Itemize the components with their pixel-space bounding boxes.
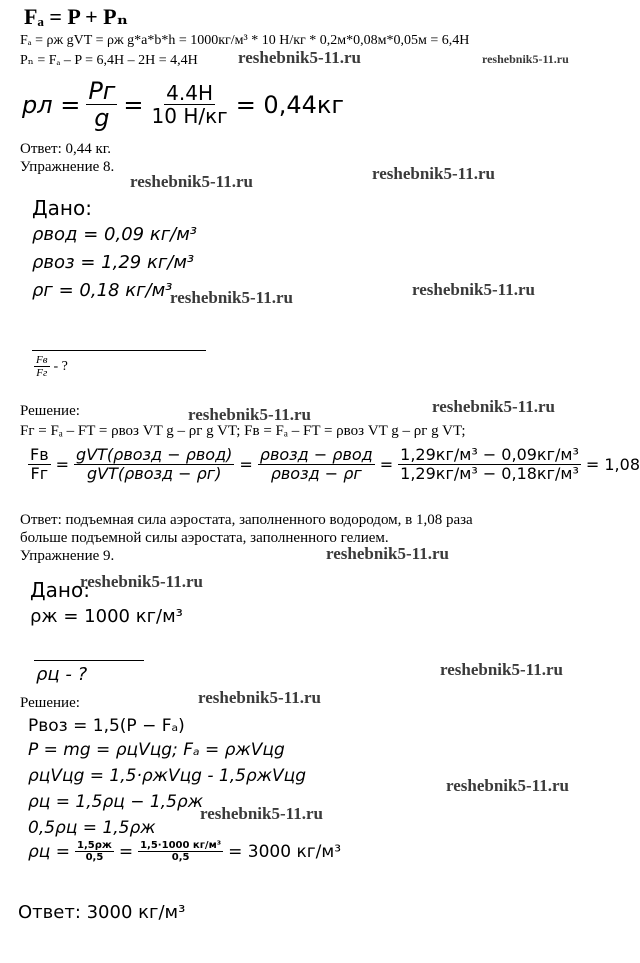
- numerator: 1,5·1000 кг/м³: [140, 840, 222, 851]
- fraction: [150, 82, 230, 127]
- watermark: reshebnik5-11.ru: [170, 288, 293, 307]
- watermark: reshebnik5-11.ru: [198, 688, 321, 707]
- watermark: reshebnik5-11.ru: [326, 544, 449, 563]
- formula-ratio: [28, 446, 640, 482]
- given-divider: [34, 660, 144, 661]
- given-title: Дано:: [32, 196, 92, 220]
- fraction: [74, 446, 234, 482]
- equals-sign: =: [55, 454, 70, 474]
- watermark: reshebnik5-11.ru: [482, 52, 569, 66]
- find-9: ρц - ?: [36, 664, 88, 685]
- denominator: gVT(ρвозд − ρг): [86, 463, 222, 483]
- numerator: ρвозд − ρвод: [259, 445, 373, 464]
- watermark: reshebnik5-11.ru: [446, 776, 569, 795]
- given-density-helium: ρг = 0,18 кг/м³: [32, 280, 173, 301]
- given-density-air: ρвоз = 1,29 кг/м³: [32, 252, 195, 273]
- solution-8-heading: Решение:: [20, 403, 80, 419]
- formula-mass: [22, 78, 344, 132]
- numerator: 1,5ρж: [77, 840, 112, 851]
- answer-8-line1: Ответ: подъемная сила аэростата, заполненного водородом, в 1,08 раза: [20, 512, 473, 528]
- solution-9-step2: P = mg = ρцVцg; Fₐ = ρжVцg: [28, 740, 285, 760]
- fraction: [75, 840, 114, 863]
- formula-result: = 3000 кг/м³: [228, 841, 342, 862]
- solution-9-step5: 0,5ρц = 1,5ρж: [28, 818, 156, 838]
- find-8: [34, 354, 68, 379]
- given-density-liquid: ρж = 1000 кг/м³: [30, 606, 183, 627]
- watermark: reshebnik5-11.ru: [80, 572, 203, 591]
- fraction: [258, 446, 375, 482]
- formula-density: [28, 840, 341, 863]
- denominator: 0,5: [171, 852, 190, 863]
- fraction: [34, 354, 50, 379]
- solution-9-heading: Решение:: [20, 695, 80, 711]
- numerator: Pг: [88, 77, 116, 105]
- numerator: Fв: [30, 445, 49, 464]
- watermark: reshebnik5-11.ru: [238, 48, 361, 67]
- equals-sign: =: [379, 454, 394, 474]
- denominator: 10 Н/кг: [151, 104, 228, 129]
- exercise-8-heading: Упражнение 8.: [20, 159, 115, 175]
- watermark: reshebnik5-11.ru: [372, 164, 495, 183]
- formula-lhs: ρц =: [28, 841, 71, 862]
- solution-9-step3: ρцVцg = 1,5·ρжVцg - 1,5ρжVцg: [28, 766, 307, 786]
- watermark: reshebnik5-11.ru: [200, 804, 323, 823]
- numerator: 4.4Н: [166, 81, 214, 106]
- given-density-hydrogen: ρвод = 0,09 кг/м³: [32, 224, 198, 245]
- answer-9: Ответ: 3000 кг/м³: [18, 902, 186, 923]
- denominator: 1,29кг/м³ − 0,18кг/м³: [400, 463, 579, 483]
- exercise-9-heading: Упражнение 9.: [20, 548, 115, 564]
- watermark: reshebnik5-11.ru: [432, 397, 555, 416]
- formula-result: = 1,08: [585, 454, 640, 474]
- given-title: Дано:: [30, 578, 90, 602]
- formula-lhs: pл =: [22, 90, 81, 119]
- fraction: [138, 840, 223, 863]
- answer-7: Ответ: 0,44 кг.: [20, 141, 112, 157]
- fraction: [398, 446, 581, 482]
- answer-8-line2: больше подъемной силы аэростата, заполненного гелием.: [20, 530, 389, 546]
- fraction: [86, 78, 117, 132]
- watermark: reshebnik5-11.ru: [188, 405, 311, 424]
- numerator: Fв: [36, 354, 48, 366]
- watermark: reshebnik5-11.ru: [440, 660, 563, 679]
- equals-sign: =: [118, 841, 134, 862]
- denominator: 0,5: [85, 852, 104, 863]
- denominator: Fг: [36, 367, 48, 380]
- watermark: reshebnik5-11.ru: [130, 172, 253, 191]
- unknown-mark: - ?: [53, 358, 68, 374]
- equals-sign: =: [123, 90, 144, 119]
- numerator: 1,29кг/м³ − 0,09кг/м³: [400, 445, 579, 464]
- formula-archimedes-sum: Fₐ = P + Pₙ: [24, 4, 129, 29]
- solution-9-step4: ρц = 1,5ρц − 1,5ρж: [28, 792, 204, 812]
- denominator: ρвозд − ρг: [270, 463, 362, 483]
- formula-archimedes-force: Fₐ = ρж gVT = ρж g*a*b*h = 1000кг/м³ * 10 Н/кг * 0,2м*0,08м*0,05м = 6,4Н: [20, 33, 470, 48]
- watermark: reshebnik5-11.ru: [412, 280, 535, 299]
- fraction: [28, 446, 51, 482]
- solution-8-forces: Fг = Fₐ – FT = ρвоз VT g – ρг g VT; Fв = Fₐ – FT = ρвоз VT g – ρг g VT;: [20, 423, 466, 439]
- denominator: Fг: [30, 463, 49, 483]
- formula-lift-force: Pₙ = Fₐ – P = 6,4Н – 2Н = 4,4Н: [20, 53, 198, 68]
- denominator: g: [94, 104, 110, 133]
- numerator: gVT(ρвозд − ρвод): [76, 445, 233, 464]
- solution-9-step1: Pвоз = 1,5(P − Fₐ): [28, 716, 185, 736]
- formula-result: = 0,44кг: [235, 90, 344, 119]
- given-divider: [32, 350, 206, 351]
- equals-sign: =: [239, 454, 253, 474]
